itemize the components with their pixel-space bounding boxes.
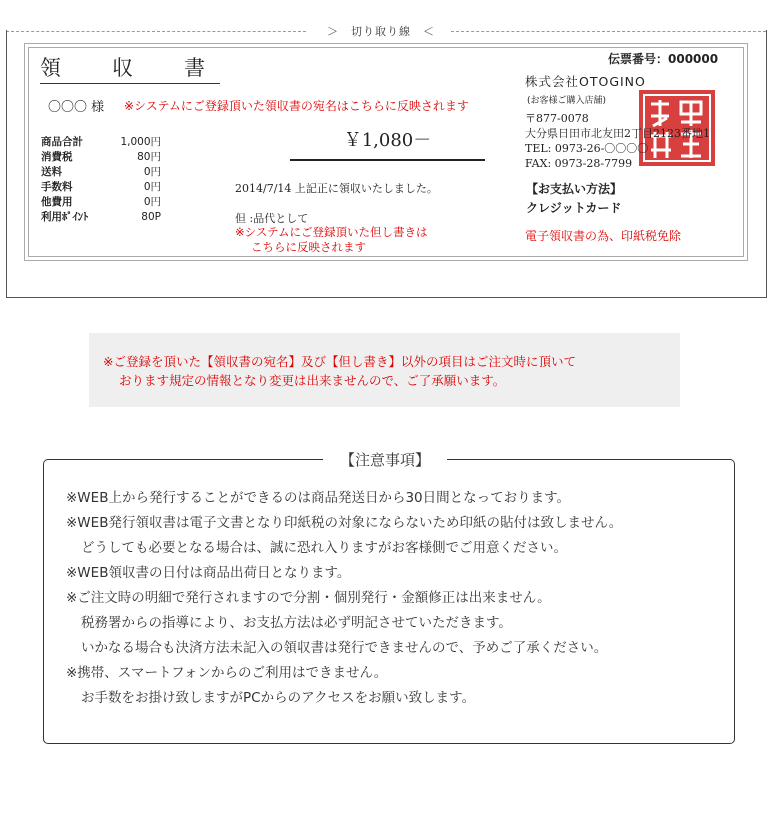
caution-line: ※WEB領収書の日付は商品出荷日となります。: [66, 565, 351, 581]
fee-row: 商品合計 1,000円: [41, 136, 161, 148]
cut-line-label: ＞ 切り取り線 ＜: [327, 25, 435, 38]
caution-line: ※WEB上から発行することができるのは商品発送日から30日間となっております。: [66, 490, 571, 506]
receipt-title: 領 収 書: [40, 52, 220, 84]
caution-line: ※ご注文時の明細で発行されますので分割・個別発行・金額修正は出来ません。: [66, 590, 551, 606]
notice-line: おります規定の情報となり変更は出来ませんので、ご了承願います。: [119, 373, 506, 388]
phone: TEL: 0973-26-〇〇〇〇: [525, 142, 649, 155]
notice-line: ※ご登録を頂いた【領収書の宛名】及び【但し書き】以外の項目はご注文時に頂いて: [103, 354, 576, 369]
proviso-note: [235, 225, 427, 255]
caution-line: いかなる場合も決済方法未記入の領収書は発行できませんので、予めご了承ください。: [81, 640, 608, 656]
recipient-name: 〇〇〇 様: [48, 100, 105, 115]
total-amount: ￥1,080－: [343, 130, 432, 151]
proviso-note-line: ※システムにご登録頂いた但し書きは: [235, 225, 428, 239]
slip-number: 伝票番号：000000: [608, 52, 719, 66]
proviso: 但 :品代として: [235, 212, 309, 225]
payment-method: クレジットカード: [526, 201, 622, 215]
fee-row: 消費税 80円: [41, 151, 161, 163]
fee-row: 他費用 0円: [41, 196, 161, 208]
company-name: 株式会社OTOGINO: [525, 74, 646, 89]
recipient-note: ※システムにご登録頂いた領収書の宛名はこちらに反映されます: [124, 99, 469, 113]
fee-row: 手数料 0円: [41, 181, 161, 193]
amount-underline: [290, 159, 485, 161]
fee-row: 利用ﾎﾟｲﾝﾄ 80P: [41, 211, 161, 223]
fax: FAX: 0973-28-7799: [525, 157, 633, 170]
cautions-list: [66, 486, 622, 711]
company-address-block: [525, 111, 710, 171]
caution-line: ※WEB発行領収書は電子文書となり印紙税の対象にならないため印紙の貼付は致しません。: [66, 515, 623, 531]
postal-code: 〒877-0078: [525, 112, 589, 125]
fee-breakdown: [41, 135, 161, 225]
payment-method-title: 【お支払い方法】: [526, 182, 623, 196]
stamp-tax-note: 電子領収書の為、印紙税免除: [525, 229, 682, 243]
caution-line: どうしても必要となる場合は、誠に恐れ入りますがお客様側でご用意ください。: [81, 540, 567, 556]
caution-line: ※携帯、スマートフォンからのご利用はできません。: [66, 665, 388, 681]
address: 大分県日田市北友田2丁目2123番地1: [525, 127, 710, 140]
notice-box: [89, 333, 680, 407]
cautions-title: 【注意事項】: [323, 449, 447, 470]
company-subtitle: (お客様ご購入店舗): [527, 96, 607, 106]
fee-row: 送料 0円: [41, 166, 161, 178]
caution-line: 税務署からの指導により、お支払方法は必ず明記させていただきます。: [81, 615, 512, 631]
receipt-date-line: 2014/7/14 上記正に領収いたしました。: [235, 182, 438, 195]
caution-line: お手数をお掛け致しますがPCからのアクセスをお願い致します。: [81, 690, 476, 706]
proviso-note-line: こちらに反映されます: [251, 240, 366, 254]
